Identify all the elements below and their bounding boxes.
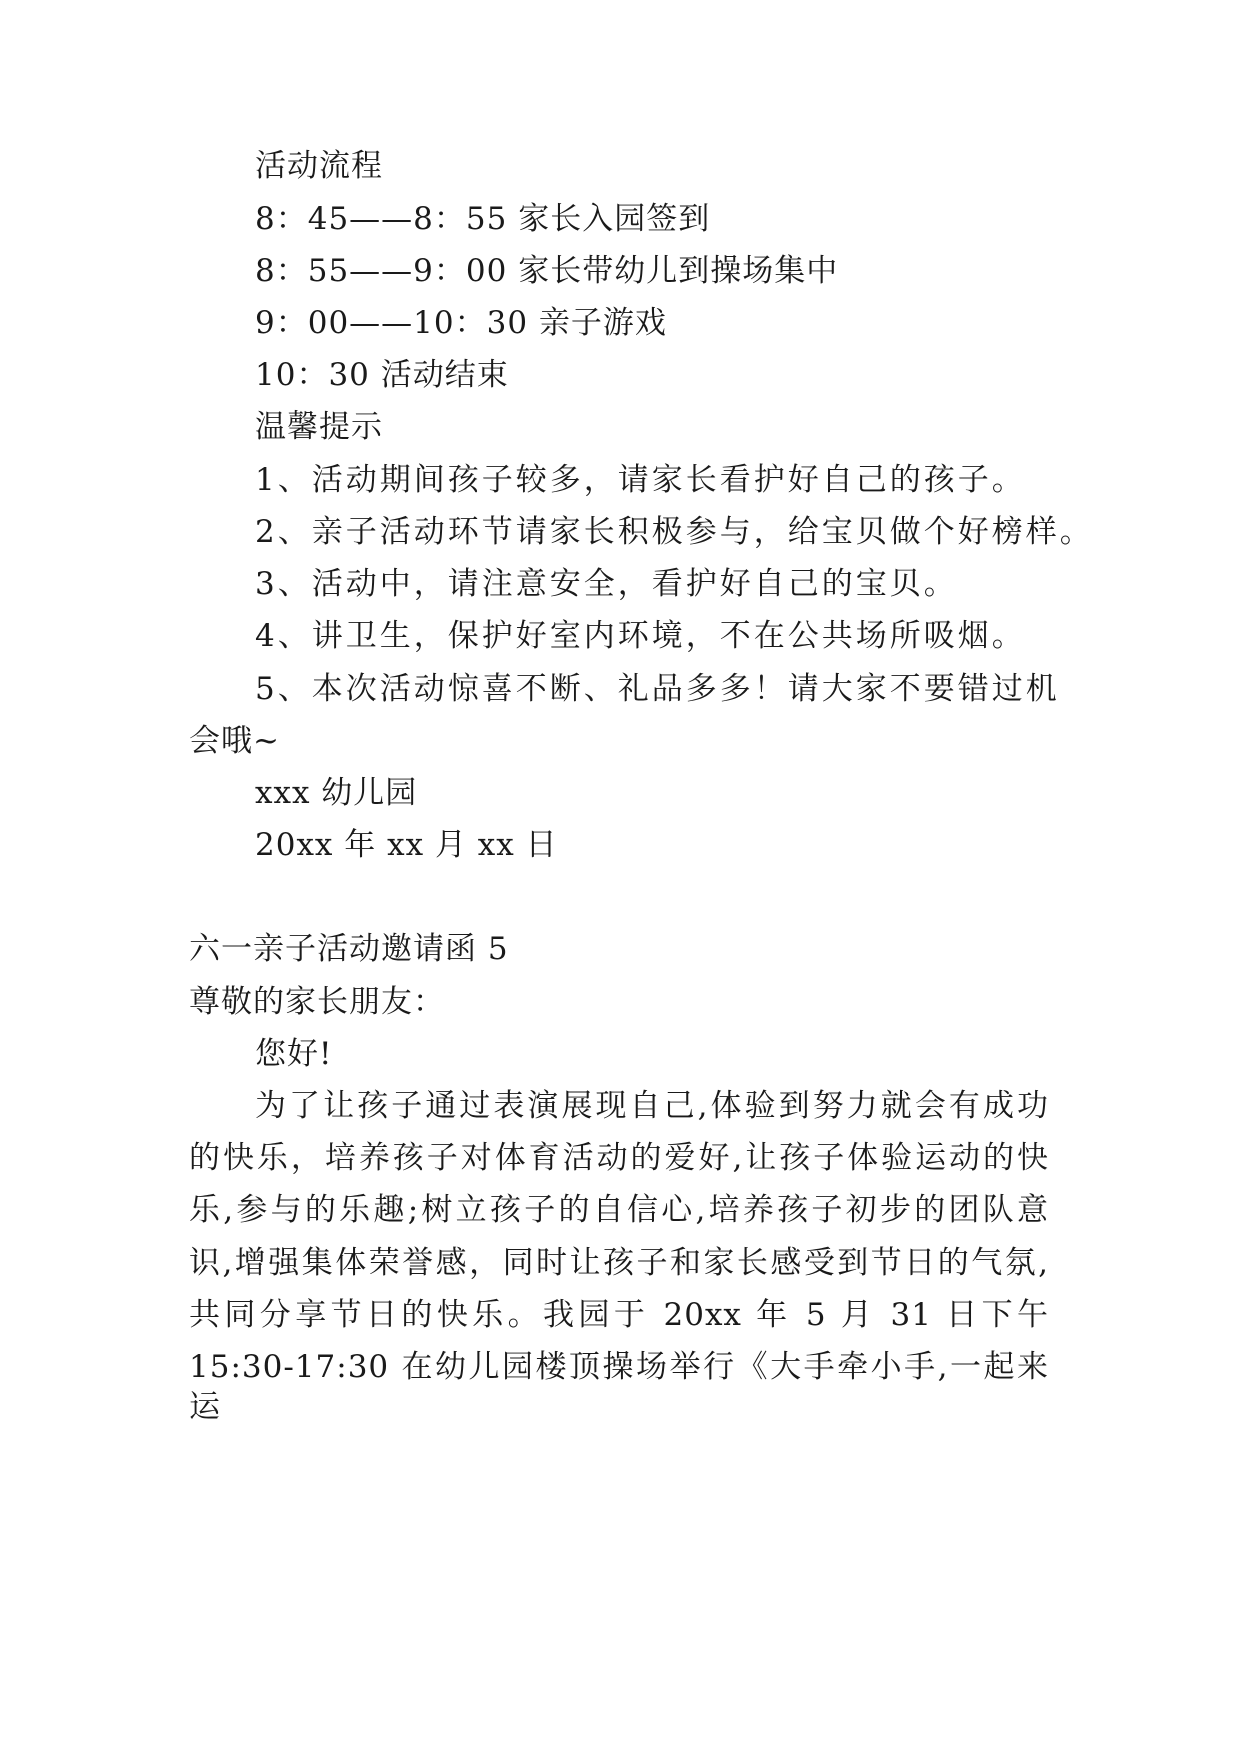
signature-date: 20xx 年 xx 月 xx 日 (255, 827, 558, 863)
body-line: 为了让孩子通过表演展现自己,体验到努力就会有成功 (255, 1088, 1049, 1124)
tip-item: 2、亲子活动环节请家长积极参与，给宝贝做个好榜样。 (255, 514, 1094, 550)
body-line: 乐,参与的乐趣;树立孩子的自信心,培养孩子初步的团队意 (189, 1192, 1049, 1228)
signature-org: xxx 幼儿园 (255, 775, 418, 811)
body-line: 的快乐，培养孩子对体育活动的爱好,让孩子体验运动的快 (189, 1140, 1049, 1176)
body-line: 识,增强集体荣誉感，同时让孩子和家长感受到节日的气氛, (189, 1245, 1049, 1281)
schedule-heading: 活动流程 (255, 148, 383, 184)
tip-item: 1、活动期间孩子较多，请家长看护好自己的孩子。 (255, 462, 1026, 498)
tip-item: 5、本次活动惊喜不断、礼品多多！请大家不要错过机 (255, 671, 1060, 707)
tips-heading: 温馨提示 (255, 409, 383, 445)
body-line: 共同分享节日的快乐。我园于 20xx 年 5 月 31 日下午 (189, 1297, 1049, 1333)
body-line: 15:30-17:30 在幼儿园楼顶操场举行《大手牵小手,一起来运 (189, 1349, 1049, 1425)
tip-item: 4、讲卫生，保护好室内环境，不在公共场所吸烟。 (255, 618, 1026, 654)
schedule-item: 9：00——10：30 亲子游戏 (255, 305, 667, 341)
schedule-item: 8：45——8：55 家长入园签到 (255, 201, 711, 237)
schedule-item: 10：30 活动结束 (255, 357, 509, 393)
schedule-item: 8：55——9：00 家长带幼儿到操场集中 (255, 253, 839, 289)
invitation-title: 六一亲子活动邀请函 5 (189, 931, 509, 967)
tip-item: 3、活动中，请注意安全，看护好自己的宝贝。 (255, 566, 958, 602)
invitation-greeting: 您好! (255, 1036, 333, 1072)
tip-item-continuation: 会哦~ (189, 723, 280, 759)
invitation-salutation: 尊敬的家长朋友： (189, 984, 445, 1020)
